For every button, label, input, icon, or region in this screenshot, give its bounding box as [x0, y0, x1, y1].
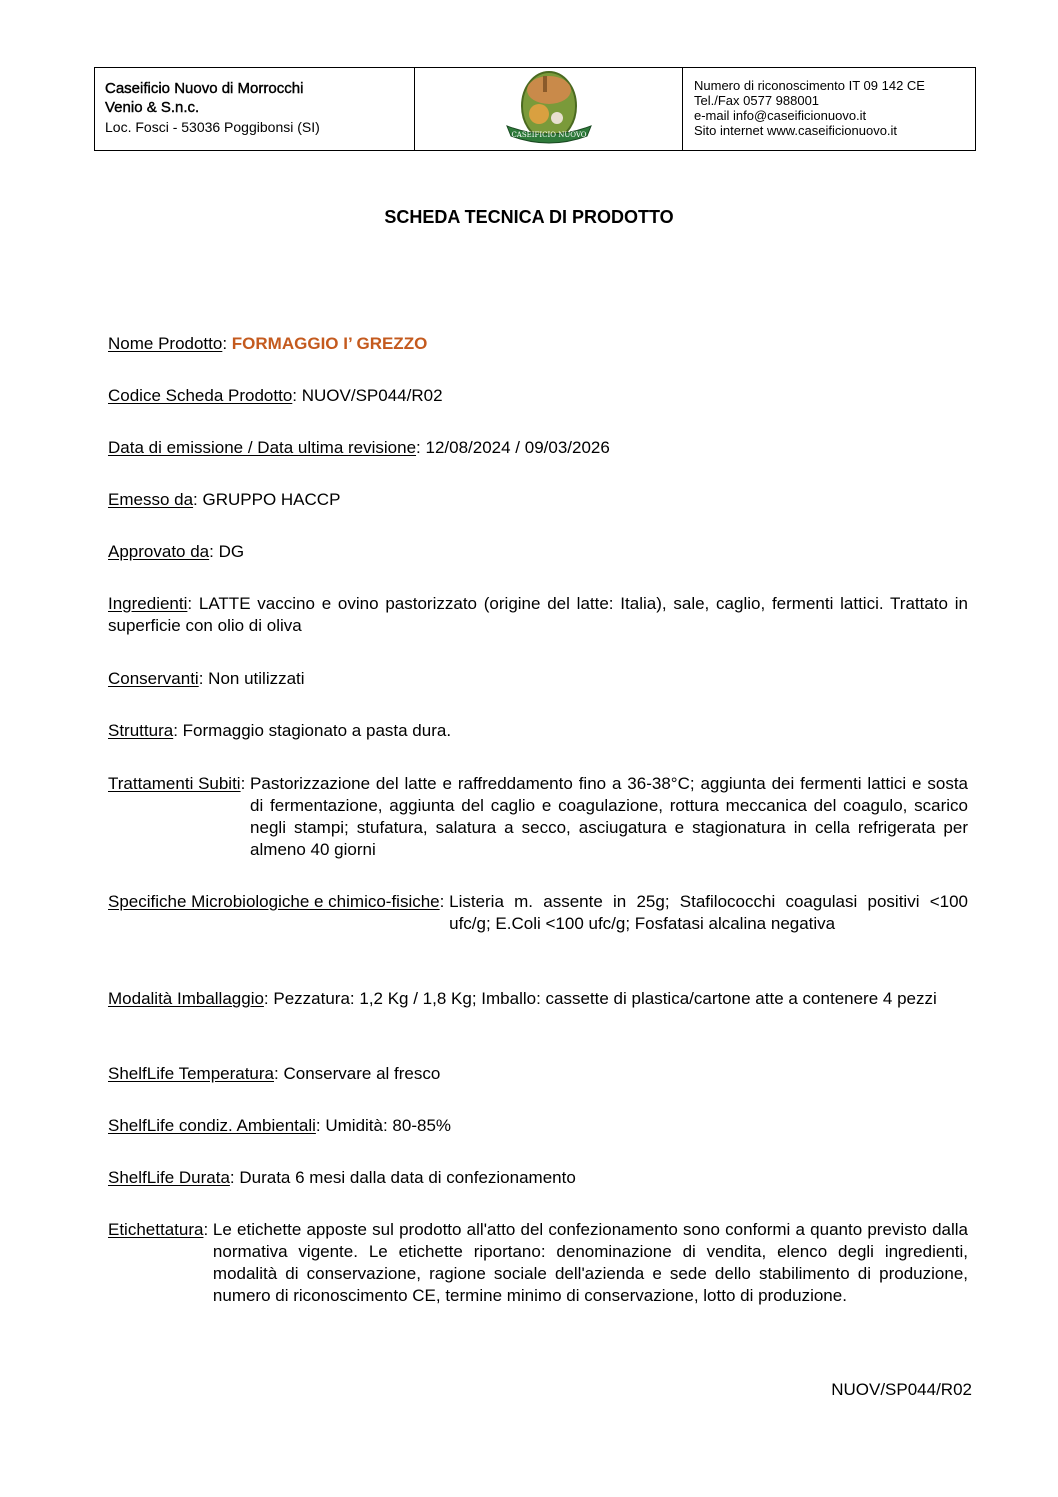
field-value: Formaggio stagionato a pasta dura. [182, 721, 452, 740]
field-label: Approvato da [108, 542, 210, 561]
field-trattamenti: Trattamenti Subiti: Pastorizzazione del latte e raffreddamento fino a 36-38°C; aggiunta dei fermenti lattici e sosta di fermentazione, aggiunta del caglio e coagulazione, rottura meccanica del coagulo, scarico negli stampi; stufatura, salatura a secco, asciugatura e stagionatura in cella refrigerata per almeno 40 giorni [108, 774, 968, 859]
field-codice: Codice Scheda Prodotto: NUOV/SP044/R02 [108, 386, 443, 405]
logo-cell [415, 68, 683, 150]
email: e-mail info@caseificionuovo.it [694, 108, 867, 123]
contact-info [683, 68, 975, 150]
company-name-line2: Venio & S.n.c. [105, 99, 200, 116]
field-label: ShelfLife condiz. Ambientali [108, 1116, 316, 1135]
company-name-line1: Caseificio Nuovo di Morrocchi [105, 80, 304, 97]
field-value: Durata 6 mesi dalla data di confezionamento [239, 1168, 576, 1187]
field-value: GRUPPO HACCP [202, 490, 341, 509]
company-logo-icon [499, 70, 599, 148]
field-label: Ingredienti [108, 594, 188, 613]
field-ingredienti: Ingredienti: LATTE vaccino e ovino pastorizzato (origine del latte: Italia), sale, caglio, fermenti lattici. Trattato in superficie con olio di oliva [108, 594, 968, 635]
field-label: Struttura [108, 721, 174, 740]
field-shelflife-ambientali: ShelfLife condiz. Ambientali: Umidità: 80-85% [108, 1116, 452, 1135]
field-label: Data di emissione / Data ultima revisione [108, 438, 417, 457]
document-title: SCHEDA TECNICA DI PRODOTTO [384, 207, 674, 227]
field-value: Conservare al fresco [283, 1064, 441, 1083]
field-label: ShelfLife Temperatura [108, 1064, 275, 1083]
field-approvato: Approvato da: DG [108, 542, 245, 561]
field-conservanti: Conservanti: Non utilizzati [108, 669, 305, 688]
field-value: NUOV/SP044/R02 [301, 386, 443, 405]
field-value: Pezzatura: 1,2 Kg / 1,8 Kg; Imballo: cassette di plastica/cartone atte a contenere 4 pezzi [273, 989, 937, 1008]
field-label: Emesso da [108, 490, 194, 509]
field-shelflife-temperatura: ShelfLife Temperatura: Conservare al fresco [108, 1064, 441, 1083]
phone-fax: Tel./Fax 0577 988001 [694, 93, 820, 108]
field-date: Data di emissione / Data ultima revisione: 12/08/2024 / 09/03/2026 [108, 438, 610, 457]
field-label: Nome Prodotto [108, 334, 223, 353]
field-emesso: Emesso da: GRUPPO HACCP [108, 490, 341, 509]
logo-text: CASEIFICIO NUOVO [510, 131, 587, 139]
product-name: FORMAGGIO I’ GREZZO [231, 334, 428, 353]
field-specifiche: Specifiche Microbiologiche e chimico-fisiche: Listeria m. assente in 25g; Stafilococchi coagulasi positivi <100 ufc/g; E.Coli <100 ufc/g; Fosfatasi alcalina negativa [108, 892, 968, 933]
field-nome-prodotto: Nome Prodotto: FORMAGGIO I’ GREZZO [108, 334, 428, 353]
field-value: 12/08/2024 / 09/03/2026 [425, 438, 610, 457]
field-struttura: Struttura: Formaggio stagionato a pasta dura. [108, 721, 452, 740]
field-value: Pastorizzazione del latte e raffreddamento fino a 36-38°C; aggiunta dei fermenti lattici e sosta di fermentazione, aggiunta del caglio e coagulazione, rottura meccanica del coagulo, scarico negli stampi; stufatura, salatura a secco, asciugatura e stagionatura in cella refrigerata per almeno 40 giorni [250, 774, 968, 859]
field-value: LATTE vaccino e ovino pastorizzato (origine del latte: Italia), sale, caglio, fermenti lattici. Trattato in superficie con olio di oliva [108, 594, 968, 635]
website: Sito internet www.caseificionuovo.it [694, 123, 898, 138]
footer-document-code: NUOV/SP044/R02 [831, 1380, 972, 1399]
field-shelflife-durata: ShelfLife Durata: Durata 6 mesi dalla data di confezionamento [108, 1168, 576, 1187]
field-value: Le etichette apposte sul prodotto all'atto del confezionamento sono conformi a quanto previsto dalla normativa vigente. Le etichette riportano: denominazione di vendita, elenco degli ingredienti, modalità di conservazione, ragione sociale dell'azienda e sede dello stabilimento di produzione, numero di riconoscimento CE, termine minimo di conservazione, lotto di produzione. [212, 1220, 968, 1305]
field-value: DG [218, 542, 245, 561]
field-label: Etichettatura [108, 1220, 204, 1239]
field-value: Listeria m. assente in 25g; Stafilococchi coagulasi positivi <100 ufc/g; E.Coli <100 ufc/g; Fosfatasi alcalina negativa [449, 892, 968, 933]
field-label: Conservanti [108, 669, 199, 688]
letterhead [94, 67, 976, 151]
field-value: Non utilizzati [208, 669, 305, 688]
field-label: Modalità Imballaggio [108, 989, 264, 1008]
field-imballaggio: Modalità Imballaggio: Pezzatura: 1,2 Kg / 1,8 Kg; Imballo: cassette di plastica/cartone atte a contenere 4 pezzi [108, 988, 968, 1010]
field-label: Trattamenti Subiti [108, 774, 241, 793]
field-label: Specifiche Microbiologiche e chimico-fisiche [108, 892, 440, 911]
field-etichettatura: Etichettatura: Le etichette apposte sul prodotto all'atto del confezionamento sono conformi a quanto previsto dalla normativa vigente. Le etichette riportano: denominazione di vendita, elenco degli ingredienti, modalità di conservazione, ragione sociale dell'azienda e sede dello stabilimento di produzione, numero di riconoscimento CE, termine minimo di conservazione, lotto di produzione. [108, 1220, 968, 1305]
field-label: ShelfLife Durata [108, 1168, 230, 1187]
company-info [95, 68, 415, 150]
registration-number: Numero di riconoscimento IT 09 142 CE [694, 78, 925, 93]
company-address: Loc. Fosci - 53036 Poggibonsi (SI) [105, 119, 320, 135]
field-label: Codice Scheda Prodotto [108, 386, 293, 405]
field-value: Umidità: 80-85% [325, 1116, 452, 1135]
